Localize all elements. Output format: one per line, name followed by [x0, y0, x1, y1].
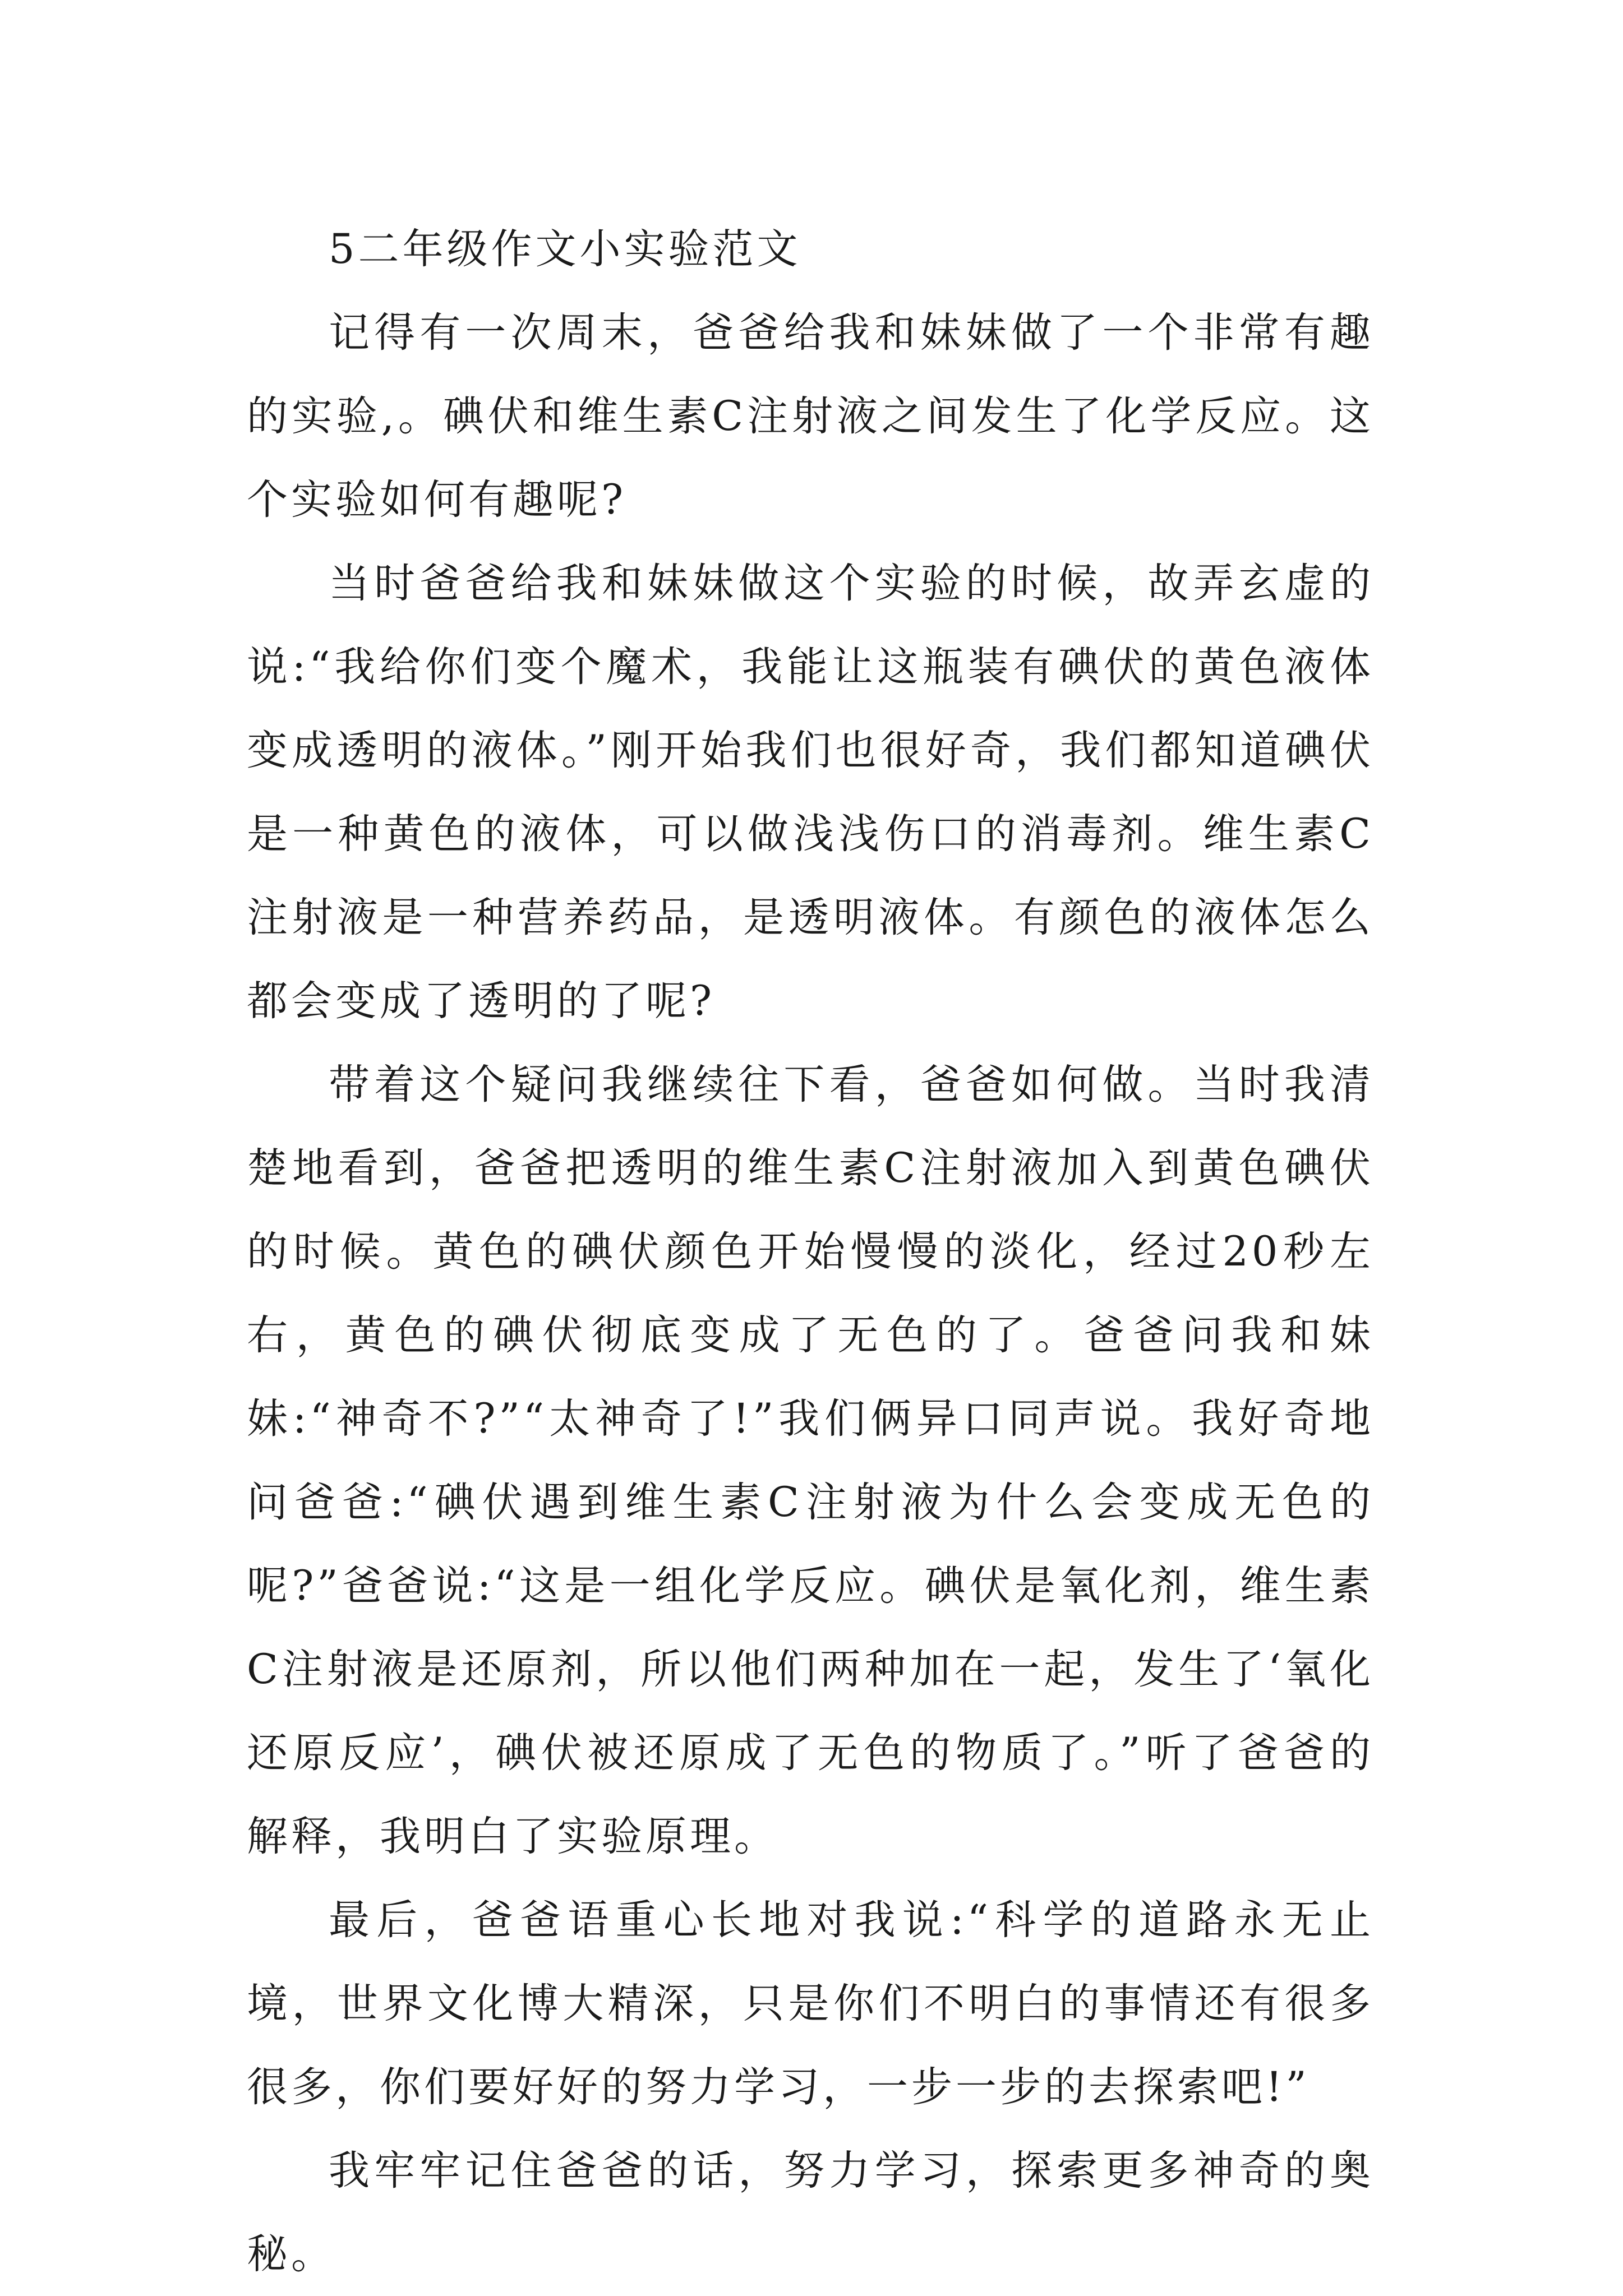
- paragraph-5: 我牢牢记住爸爸的话，努力学习，探索更多神奇的奥秘。: [247, 2147, 1374, 2278]
- paragraph-1: 记得有一次周末，爸爸给我和妹妹做了一个非常有趣的实验,。碘伏和维生素C注射液之间发生了化学反应。这个实验如何有趣呢?: [247, 309, 1374, 524]
- document-body: [247, 207, 1374, 2296]
- paragraph-4: 最后，爸爸语重心长地对我说:“科学的道路永无止境，世界文化博大精深，只是你们不明白的事情还有很多很多，你们要好好的努力学习，一步一步的去探索吧!”: [247, 1896, 1374, 2111]
- document-title: 5二年级作文小实验范文: [329, 225, 801, 273]
- paragraph-3: 带着这个疑问我继续往下看，爸爸如何做。当时我清楚地看到，爸爸把透明的维生素C注射液加入到黄色碘伏的时候。黄色的碘伏颜色开始慢慢的淡化，经过20秒左右，黄色的碘伏彻底变成了无色的了。爸爸问我和妹妹:“神奇不?”“太神奇了!”我们俩异口同声说。我好奇地问爸爸:“碘伏遇到维生素C注射液为什么会变成无色的呢?”爸爸说:“这是一组化学反应。碘伏是氧化剂，维生素C注射液是还原剂，所以他们两种加在一起，发生了‘氧化还原反应’，碘伏被还原成了无色的物质了。”听了爸爸的解释，我明白了实验原理。: [247, 1061, 1374, 1860]
- paragraph-2: 当时爸爸给我和妹妹做这个实验的时候，故弄玄虚的说:“我给你们变个魔术，我能让这瓶装有碘伏的黄色液体变成透明的液体。”刚开始我们也很好奇，我们都知道碘伏是一种黄色的液体，可以做浅浅伤口的消毒剂。维生素C注射液是一种营养药品，是透明液体。有颜色的液体怎么都会变成了透明的了呢?: [247, 560, 1374, 1025]
